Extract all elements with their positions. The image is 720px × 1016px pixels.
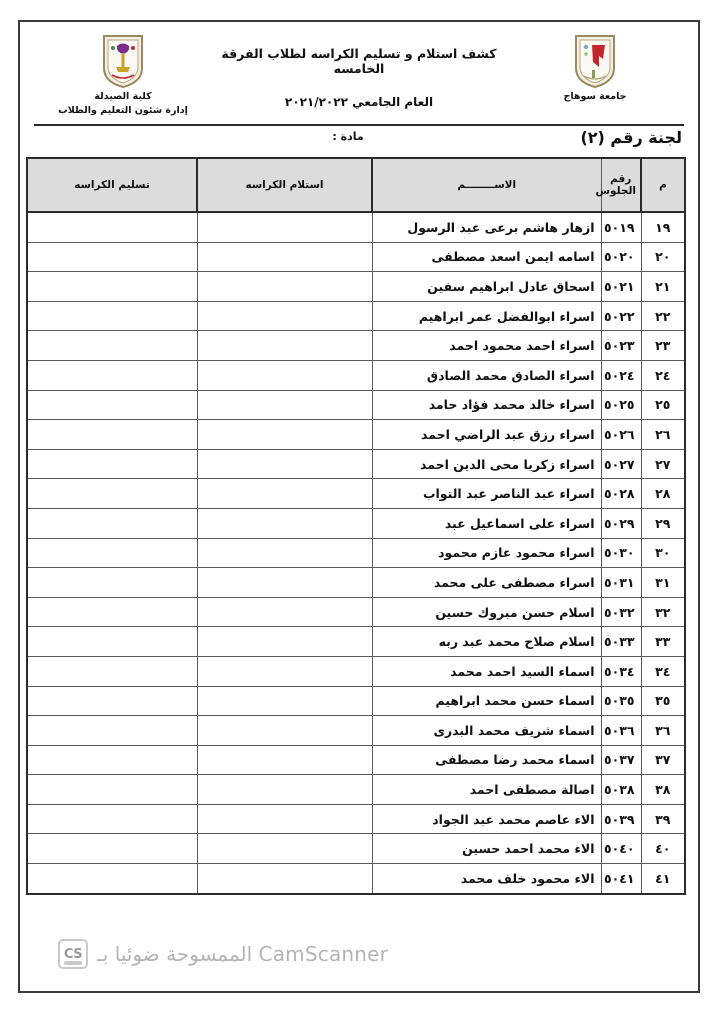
table-row: [27, 597, 685, 627]
cell-seat-no: ٥٠٢٥: [601, 390, 641, 420]
cell-name: اسماء محمد رضا مصطفى: [372, 745, 601, 775]
table-row: [27, 420, 685, 450]
table-row: [27, 864, 685, 894]
cell-seq: ٢٩: [641, 508, 685, 538]
subject-label: مادة :: [332, 130, 364, 143]
cell-seq: ٢٥: [641, 390, 685, 420]
table-row: [27, 212, 685, 242]
cell-name: ازهار هاشم برعى عبد الرسول: [372, 212, 601, 242]
faculty-name: كلية الصيدلة: [94, 91, 152, 102]
cell-name: الاء عاصم محمد عبد الجواد: [372, 804, 601, 834]
cell-receive-signature[interactable]: [197, 775, 372, 805]
cell-deliver-signature[interactable]: [27, 864, 197, 894]
cell-seat-no: ٥٠٣٤: [601, 656, 641, 686]
cell-deliver-signature[interactable]: [27, 449, 197, 479]
cell-name: اسامه ايمن اسعد مصطفى: [372, 242, 601, 272]
column-header-seq: م: [641, 158, 685, 212]
table-row: [27, 360, 685, 390]
cell-deliver-signature[interactable]: [27, 331, 197, 361]
cell-name: اسراء مصطفى على محمد: [372, 568, 601, 598]
cell-receive-signature[interactable]: [197, 242, 372, 272]
cell-name: اسراء احمد محمود احمد: [372, 331, 601, 361]
cell-seat-no: ٥٠٣٩: [601, 804, 641, 834]
cell-seat-no: ٥٠٢٧: [601, 449, 641, 479]
cell-seq: ٣٧: [641, 745, 685, 775]
cell-receive-signature[interactable]: [197, 390, 372, 420]
watermark-text: الممسوحة ضوئيا بـ CamScanner: [97, 942, 389, 966]
cell-name: اسراء عبد الناصر عبد التواب: [372, 479, 601, 509]
table-row: [27, 272, 685, 302]
table-row: [27, 242, 685, 272]
sohag-university-crest: [572, 32, 618, 90]
committee-label: لجنة رقم (٢): [580, 128, 682, 147]
cell-name: اسلام صلاح محمد عبد ربه: [372, 627, 601, 657]
cell-deliver-signature[interactable]: [27, 390, 197, 420]
cell-seq: ١٩: [641, 212, 685, 242]
cell-seq: ٣٤: [641, 656, 685, 686]
cell-deliver-signature[interactable]: [27, 420, 197, 450]
university-name: جامعة سوهاج: [563, 91, 627, 102]
cell-name: اسراء ابوالفضل عمر ابراهيم: [372, 301, 601, 331]
cell-seq: ٣٠: [641, 538, 685, 568]
cell-seat-no: ٥٠٢١: [601, 272, 641, 302]
cell-seat-no: ٥٠٣٦: [601, 716, 641, 746]
cell-seq: ٣٦: [641, 716, 685, 746]
cell-seat-no: ٥٠٣٠: [601, 538, 641, 568]
cell-deliver-signature[interactable]: [27, 568, 197, 598]
cell-receive-signature[interactable]: [197, 331, 372, 361]
cell-receive-signature[interactable]: [197, 538, 372, 568]
cell-seat-no: ٥٠٣٣: [601, 627, 641, 657]
table-row: [27, 804, 685, 834]
column-header-seat: رقم الجلوس: [601, 158, 641, 212]
cell-deliver-signature[interactable]: [27, 272, 197, 302]
cell-name: اسراء محمود عازم محمود: [372, 538, 601, 568]
cell-receive-signature[interactable]: [197, 479, 372, 509]
cell-receive-signature[interactable]: [197, 420, 372, 450]
cell-name: اسلام حسن مبروك حسين: [372, 597, 601, 627]
cell-seat-no: ٥٠٣١: [601, 568, 641, 598]
cell-seat-no: ٥٠٢٢: [601, 301, 641, 331]
cell-receive-signature[interactable]: [197, 449, 372, 479]
table-row: [27, 479, 685, 509]
cell-receive-signature[interactable]: [197, 864, 372, 894]
table-row: [27, 331, 685, 361]
cell-name: اسراء رزق عبد الراضي احمد: [372, 420, 601, 450]
cell-seq: ٣٣: [641, 627, 685, 657]
column-header-name: الاســــــــم: [372, 158, 601, 212]
cell-name: اسراء على اسماعيل عبد: [372, 508, 601, 538]
cell-deliver-signature[interactable]: [27, 508, 197, 538]
cell-seat-no: ٥٠٣٥: [601, 686, 641, 716]
cell-receive-signature[interactable]: [197, 656, 372, 686]
cell-seat-no: ٥٠٤٠: [601, 834, 641, 864]
cell-seat-no: ٥٠٣٢: [601, 597, 641, 627]
cell-deliver-signature[interactable]: [27, 834, 197, 864]
cell-seq: ٢٧: [641, 449, 685, 479]
table-row: [27, 449, 685, 479]
cell-name: اسراء زكريا محى الدين احمد: [372, 449, 601, 479]
cell-seq: ٢٠: [641, 242, 685, 272]
cell-receive-signature[interactable]: [197, 627, 372, 657]
cell-deliver-signature[interactable]: [27, 479, 197, 509]
cell-seq: ٢٢: [641, 301, 685, 331]
cell-deliver-signature[interactable]: [27, 656, 197, 686]
table-row: [27, 775, 685, 805]
cell-receive-signature[interactable]: [197, 597, 372, 627]
cell-seq: ٣٢: [641, 597, 685, 627]
department-name: إدارة شئون التعليم والطلاب: [58, 105, 188, 117]
academic-year: العام الجامعي ٢٠٢١/٢٠٢٢: [284, 95, 434, 109]
table-row: [27, 538, 685, 568]
cell-deliver-signature[interactable]: [27, 627, 197, 657]
roster-table: [26, 157, 686, 895]
cell-name: الاء محمد احمد حسين: [372, 834, 601, 864]
cell-name: اسماء شريف محمد البدرى: [372, 716, 601, 746]
cell-deliver-signature[interactable]: [27, 212, 197, 242]
cell-deliver-signature[interactable]: [27, 686, 197, 716]
cell-deliver-signature[interactable]: [27, 242, 197, 272]
table-row: [27, 686, 685, 716]
title-block: [208, 32, 510, 143]
cell-name: اسماء حسن محمد ابراهيم: [372, 686, 601, 716]
cell-seq: ٣٨: [641, 775, 685, 805]
cell-name: اسحاق عادل ابراهيم سفين: [372, 272, 601, 302]
cell-seat-no: ٥٠٢٩: [601, 508, 641, 538]
cell-seat-no: ٥٠٣٧: [601, 745, 641, 775]
university-block: [510, 32, 680, 104]
cell-receive-signature[interactable]: [197, 212, 372, 242]
table-row: [27, 656, 685, 686]
cell-receive-signature[interactable]: [197, 745, 372, 775]
cell-seat-no: ٥٠٤١: [601, 864, 641, 894]
cell-seat-no: ٥٠٢٣: [601, 331, 641, 361]
cell-seq: ٢٤: [641, 360, 685, 390]
document-page: [18, 20, 700, 993]
cell-receive-signature[interactable]: [197, 716, 372, 746]
cell-seq: ٤١: [641, 864, 685, 894]
cell-deliver-signature[interactable]: [27, 597, 197, 627]
table-row: [27, 390, 685, 420]
cell-seq: ٤٠: [641, 834, 685, 864]
cell-seq: ٢٦: [641, 420, 685, 450]
table-row: [27, 301, 685, 331]
table-row: [27, 568, 685, 598]
cell-seat-no: ٥٠٢٨: [601, 479, 641, 509]
cell-name: اسراء الصادق محمد الصادق: [372, 360, 601, 390]
cell-name: اصالة مصطفى احمد: [372, 775, 601, 805]
cell-receive-signature[interactable]: [197, 568, 372, 598]
cell-seat-no: ٥٠١٩: [601, 212, 641, 242]
cell-receive-signature[interactable]: [197, 834, 372, 864]
table-row: [27, 745, 685, 775]
cell-seat-no: ٥٠٢٠: [601, 242, 641, 272]
cell-receive-signature[interactable]: [197, 686, 372, 716]
cell-receive-signature[interactable]: [197, 360, 372, 390]
camscanner-watermark: [58, 939, 388, 969]
column-header-receive: استلام الكراسه: [197, 158, 372, 212]
cell-seat-no: ٥٠٣٨: [601, 775, 641, 805]
page-title: كشف استلام و تسليم الكراسه لطلاب الفرقة الخامسه: [221, 46, 497, 76]
cell-deliver-signature[interactable]: [27, 716, 197, 746]
cell-deliver-signature[interactable]: [27, 301, 197, 331]
cell-seat-no: ٥٠٢٤: [601, 360, 641, 390]
camscanner-logo-icon: CS: [58, 939, 88, 969]
cell-seq: ٣٩: [641, 804, 685, 834]
cell-deliver-signature[interactable]: [27, 360, 197, 390]
cell-deliver-signature[interactable]: [27, 804, 197, 834]
cell-deliver-signature[interactable]: [27, 775, 197, 805]
faculty-block: [38, 32, 208, 119]
cell-seq: ٢١: [641, 272, 685, 302]
cell-name: الاء محمود خلف محمد: [372, 864, 601, 894]
cell-seq: ٢٨: [641, 479, 685, 509]
table-row: [27, 834, 685, 864]
cell-seq: ٢٣: [641, 331, 685, 361]
cell-seq: ٣١: [641, 568, 685, 598]
cell-receive-signature[interactable]: [197, 804, 372, 834]
roster-table-body: [27, 212, 685, 894]
cell-receive-signature[interactable]: [197, 508, 372, 538]
cell-receive-signature[interactable]: [197, 272, 372, 302]
table-row: [27, 627, 685, 657]
cell-seat-no: ٥٠٢٦: [601, 420, 641, 450]
pharmacy-faculty-crest: [100, 32, 146, 90]
cell-deliver-signature[interactable]: [27, 538, 197, 568]
cell-seq: ٣٥: [641, 686, 685, 716]
cell-receive-signature[interactable]: [197, 301, 372, 331]
cell-name: اسماء السيد احمد محمد: [372, 656, 601, 686]
table-header-row: [27, 158, 685, 212]
table-row: [27, 716, 685, 746]
column-header-deliver: تسليم الكراسه: [27, 158, 197, 212]
roster-table-container: [20, 148, 698, 895]
table-row: [27, 508, 685, 538]
cell-deliver-signature[interactable]: [27, 745, 197, 775]
cell-name: اسراء خالد محمد فؤاد حامد: [372, 390, 601, 420]
